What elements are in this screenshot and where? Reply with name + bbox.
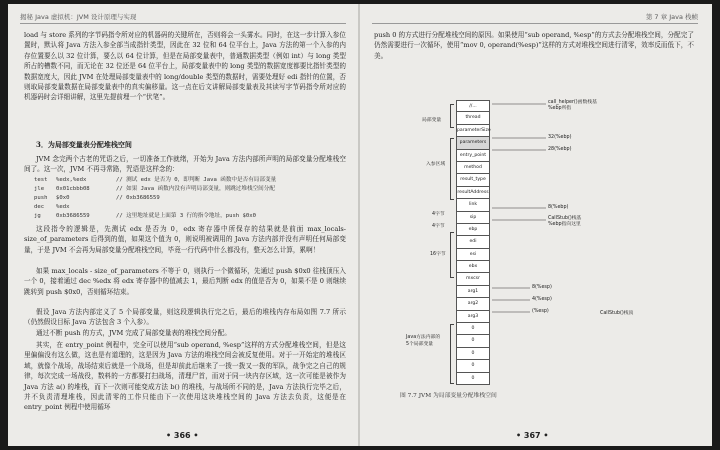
code-line: jle 0x01cbbb08 // 如果 Java 函数内没有声明局部变量，则跳过堆栈空间分配 (34, 186, 275, 192)
stack-cell: 0 (456, 323, 490, 335)
right-page-number: • 367 • (516, 431, 549, 440)
left-paragraph-7: 其实，在 entry_point 例程中，完全可以使用“sub operand, %esp”这样的方式分配堆栈空间，但是这里偏偏没有这么做，这也是有道理的，这是因为 Java 方法的堆栈空间会被反复使用。对于一开始定的堆栈区域，就像个战场，战场结束后就是一个战场，但是却前此后继来了一拨一拨又一拨的军队，战争完之自己的规律，每次完成一场战役，数料的一方都要打扫战场，清理尸首，而对于同一块内存区域，这一次可能是被作为 Java 方法 a() 的堆栈，而下一次则可能变成方法 b() 的堆栈，与战场所不同的是，Java 方法执行完毕之后，并不负责清理堆栈，因此清零的工作只能由下一次使用这块堆栈空间的 Java 方法去负责，这便是在 entry_point 例程中使用循环 (24, 341, 346, 412)
stack-cell: mxcsr (456, 273, 490, 285)
stack-cell: thread (456, 112, 490, 124)
right-page (360, 4, 712, 446)
left-page (8, 4, 358, 446)
stack-cell: //... (456, 100, 490, 112)
code-line: test %edx,%edx // 测试 edx 是否为 0，即判断 Java 函数中是否有局部变量 (34, 177, 277, 183)
stack-cell: ebp (456, 224, 490, 236)
sixteen-byte-label: 16字节 (430, 252, 446, 257)
ebp-8-annotation: 8(%ebp) (548, 205, 569, 210)
right-page-header: 第 7 章 Java 栈帧 (645, 13, 698, 21)
code-line: push $0x0 // 0xb3686559 (34, 195, 160, 201)
stack-cell: method (456, 162, 490, 174)
right-header-rule (372, 23, 698, 24)
stack-cell: arg1 (456, 286, 490, 298)
stack-cell: parameters (456, 137, 490, 149)
stack-cell: 0 (456, 348, 490, 360)
right-paragraph-1: push 0 的方式进行分配堆栈空间的原因。如果使用“sub operand, %esp”的方式去分配堆栈空间，分配完了仍然需要进行一次循环，使用“mov 0, operand(%esp)”这样的方式对堆栈空间进行清零，效率反而低下，不美。 (374, 31, 694, 60)
esp-annotation: (%esp) (532, 309, 549, 314)
callstub-top-annotation: CallStub()栈顶 (600, 311, 634, 316)
four-byte-label-a: 4字节 (432, 212, 445, 217)
stack-cell: arg3 (456, 311, 490, 323)
figure-caption: 图 7.7 JVM 为局部变量分配堆栈空间 (400, 393, 497, 399)
stack-cell: 0 (456, 360, 490, 372)
stack-column (456, 100, 490, 385)
entry-area-label: 入参区域 (426, 162, 446, 167)
section-heading: 3．为局部变量表分配堆栈空间 (36, 140, 132, 149)
esp-4-annotation: 4(%esp) (532, 297, 552, 302)
code-line: dec %edx (34, 204, 70, 210)
left-paragraph-1: load 与 store 系列的字节码指令所对应的机器码的关键所在，否则将会一头雾水。同时，在这一步计算入参位置时，默认将 Java 方法入参全部当成指针类型，因此在 32 位和 64 位平台上，Java 方法的第一个入参的内存位置要么以 32 位计算，要么以 64 位计算，但是在局部变量表中，普通数据类型（例如 int）与 long 类型所占的槽数不同，而无论在 32 位还是 64 位平台上，局部变量表中的 long 类型的数据宽度都要比指针类型的数据宽度大，因此 JVM 在处理局部变量表中的 long/double 类型的数据时，需要处理好 edi 指针的位置，否则取局部变量数据在局部变量表中的真实偏移量。这一点在后文讲解局部变量表及其读写字节码指令所对应的机器码时会详细讲解，这里先提前埋一个“伏笔”。 (24, 31, 346, 102)
book-spread (8, 4, 712, 446)
stack-cell: 0 (456, 335, 490, 347)
stack-cell: link (456, 199, 490, 211)
left-header-rule (20, 23, 346, 24)
stack-cell: resultAddress (456, 187, 490, 199)
code-block (34, 176, 344, 221)
ebp-32-annotation: 32(%ebp) (548, 135, 572, 140)
left-paragraph-6: 通过不断 push 的方式，JVM 完成了局部变量表的堆栈空间分配。 (36, 329, 231, 337)
stack-cell: edi (456, 236, 490, 248)
callstub-base-annotation: CallStub()栈基 %ebp指向这里 (548, 216, 582, 227)
local-var-label: 局部变量 (422, 118, 442, 123)
four-byte-label-b: 4字节 (432, 224, 445, 229)
code-line: jg 0xb3686559 // 这里地址就是上面第 3 行的指令地址，push $0x0 (34, 213, 257, 219)
left-paragraph-2: JVM 念完两个古老的咒语之后，一切准备工作就绪，开始为 Java 方法内部所声明的局部变量分配堆栈空间了。这一次，JVM 不再寻常路，咒语是这样念的： (24, 155, 346, 174)
java-locals-label: Java方法内部的 5个局部变量 (406, 335, 441, 347)
stack-cell: esi (456, 249, 490, 261)
stack-cell: 0 (456, 373, 490, 385)
left-page-header: 揭秘 Java 虚拟机：JVM 设计原理与实现 (20, 13, 137, 21)
left-paragraph-4: 如果 max_locals - size_of_parameters 不等于 0，则执行一个微循环，先通过 push $0x0 往栈顶压入一个 0，接着通过 dec %edx 将 edx 寄存器中的值减去 1，最后判断 edx 的值是否为 0，如果不是 0 则继续跳转到 push $0x0，否则循环结束。 (24, 267, 346, 296)
esp-8-annotation: 8(%esp) (532, 285, 552, 290)
local-var-bracket (450, 104, 454, 128)
left-paragraph-5: 假设 Java 方法内部定义了 5 个局部变量，则这段逻辑执行完之后，最后的堆栈内存布局如图 7.7 所示（仍然假设目标 Java 方法包含 3 个入参）。 (24, 308, 346, 327)
call-helper-annotation: call_helper()函数栈基 %ebp所指 (548, 100, 597, 111)
stack-cell: result_type (456, 174, 490, 186)
stack-cell: parameterSize (456, 125, 490, 137)
stack-cell: ebx (456, 261, 490, 273)
entry-area-bracket (450, 138, 454, 200)
java-locals-bracket (450, 324, 454, 384)
ebp-28-annotation: 28(%ebp) (548, 147, 572, 152)
stack-cell: arg2 (456, 298, 490, 310)
left-paragraph-3: 这段指令的逻辑是，先测试 edx 是否为 0，edx 寄存器中所保存的结果就是前面 max_locals-size_of_parameters 后得到的值，如果这个值为 0，则说明被调用的 Java 方法内部并没有声明任何局部变量，于是 JVM 不会再为局部变量分配堆栈空间，毕竟一行代码中什么都没有，整天怎么计算，累啊！ (24, 225, 346, 254)
left-page-number: • 366 • (166, 431, 199, 440)
sixteen-byte-bracket (450, 232, 454, 278)
stack-cell: sip (456, 212, 490, 224)
stack-cell: entry_point (456, 150, 490, 162)
